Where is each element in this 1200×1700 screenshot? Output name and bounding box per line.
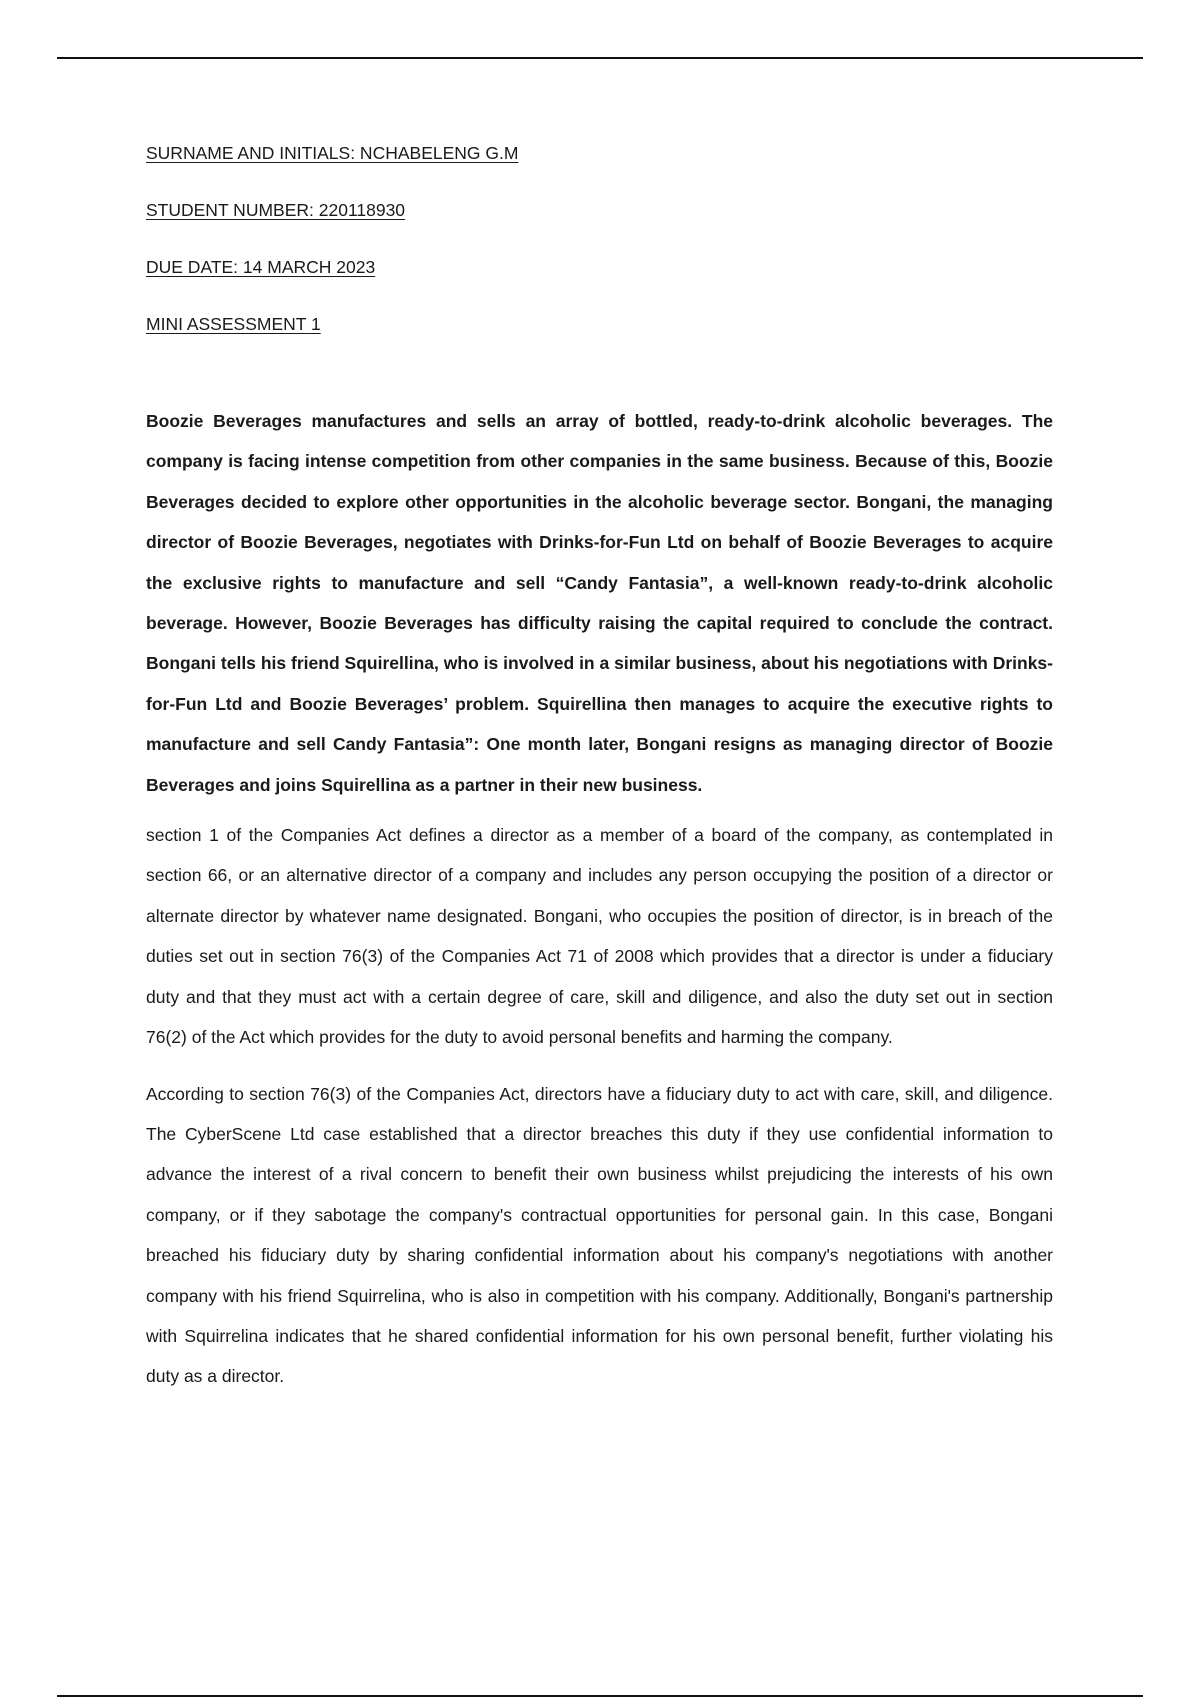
scenario-paragraph: Boozie Beverages manufactures and sells an array of bottled, ready-to-drink alcoholic beverages. The company is facing intense competition from other companies in the same business. Because of this, Boozie Beverages decided to explore other opportunities in the alcoholic beverage sector. Bongani, the managing director of Boozie Beverages, negotiates with Drinks-for-Fun Ltd on behalf of Boozie Beverages to acquire the exclusive rights to manufacture and sell “Candy Fantasia”, a well-known ready-to-drink alcoholic beverage. However, Boozie Beverages has difficulty raising the capital required to conclude the contract. Bongani tells his friend Squirellina, who is involved in a similar business, about his negotiations with Drinks-for-Fun Ltd and Boozie Beverages’ problem. Squirellina then manages to acquire the executive rights to manufacture and sell Candy Fantasia”: One month later, Bongani resigns as managing director of Boozie Beverages and joins Squirellina as a partner in their new business. xyxy=(146,411,1053,795)
name-line: SURNAME AND INITIALS: NCHABELENG G.M xyxy=(146,143,519,163)
bottom-horizontal-rule xyxy=(57,1695,1143,1697)
top-horizontal-rule xyxy=(57,57,1143,59)
student-number-line: STUDENT NUMBER: 220118930 xyxy=(146,200,406,220)
document-body xyxy=(146,138,1053,1413)
body-paragraph-1: section 1 of the Companies Act defines a director as a member of a board of the company, as contemplated in section 66, or an alternative director of a company and includes any person occupying the position of a director or alternate director by whatever name designated. Bongani, who occupies the position of director, is in breach of the duties set out in section 76(3) of the Companies Act 71 of 2008 which provides that a director is under a fiduciary duty and that they must act with a certain degree of care, skill and diligence, and also the duty set out in section 76(2) of the Act which provides for the duty to avoid personal benefits and harming the company. xyxy=(146,825,1053,1048)
body-paragraph-2: According to section 76(3) of the Companies Act, directors have a fiduciary duty to act with care, skill, and diligence. The CyberScene Ltd case established that a director breaches this duty if they use confidential information to advance the interest of a rival concern to benefit their own business whilst prejudicing the interests of his own company, or if they sabotage the company's contractual opportunities for personal gain. In this case, Bongani breached his fiduciary duty by sharing confidential information about his company's negotiations with another company with his friend Squirrelina, who is also in competition with his company. Additionally, Bongani's partnership with Squirrelina indicates that he shared confidential information for his own personal benefit, further violating his duty as a director. xyxy=(146,1083,1053,1387)
due-date-line: DUE DATE: 14 MARCH 2023 xyxy=(146,257,376,277)
assessment-title: MINI ASSESSMENT 1 xyxy=(146,314,321,334)
